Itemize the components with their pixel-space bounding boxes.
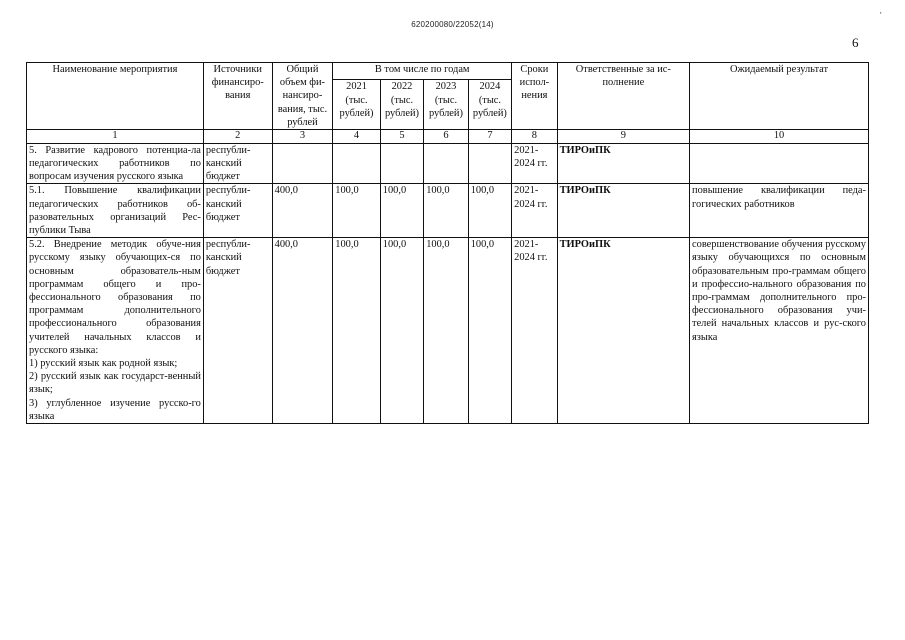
- table-row: [27, 184, 869, 238]
- amount-2023: 100,0: [424, 238, 468, 424]
- amount-2024: 100,0: [468, 184, 511, 238]
- total-amount: 400,0: [272, 238, 333, 424]
- amount-2023: [424, 143, 468, 184]
- document-stamp: 620200080/22052(14): [411, 20, 494, 29]
- col-number: 10: [690, 130, 869, 144]
- amount-2022: [380, 143, 423, 184]
- activity-subitem: 1) русский язык как родной язык;: [29, 357, 178, 369]
- expected-result: [690, 143, 869, 184]
- execution-terms: 2021-2024 гг.: [512, 143, 557, 184]
- total-amount: [272, 143, 333, 184]
- col-number: 9: [557, 130, 689, 144]
- responsible-party: ТИРОиПК: [557, 238, 689, 424]
- responsible-party: ТИРОиПК: [557, 184, 689, 238]
- table-row: [27, 143, 869, 184]
- col-number: 4: [333, 130, 381, 144]
- funding-source: республи-канский бюджет: [203, 184, 272, 238]
- total-amount: 400,0: [272, 184, 333, 238]
- header-result: Ожидаемый результат: [690, 63, 869, 130]
- funding-source: республи-канский бюджет: [203, 143, 272, 184]
- header-year-2023: 2023 (тыс. рублей): [424, 80, 468, 130]
- amount-2021: [333, 143, 381, 184]
- header-row-top: [27, 63, 869, 80]
- header-year-2021: 2021 (тыс. рублей): [333, 80, 381, 130]
- col-number: 1: [27, 130, 204, 144]
- execution-terms: 2021-2024 гг.: [512, 238, 557, 424]
- table-row: [27, 238, 869, 424]
- amount-2021: 100,0: [333, 238, 381, 424]
- page-number: 6: [852, 35, 859, 50]
- responsible-party: ТИРОиПК: [557, 143, 689, 184]
- header-total: Общий объем фи-нансиро-вания, тыс. рублей: [272, 63, 333, 130]
- amount-2022: 100,0: [380, 238, 423, 424]
- expected-result: повышение квалификации педа-гогических работников: [690, 184, 869, 238]
- header-responsible: Ответственные за ис-полнение: [557, 63, 689, 130]
- funding-source: республи-канский бюджет: [203, 238, 272, 424]
- header-terms: Сроки испол-нения: [512, 63, 557, 130]
- col-number: 2: [203, 130, 272, 144]
- header-year-2022: 2022 (тыс. рублей): [380, 80, 423, 130]
- amount-2021: 100,0: [333, 184, 381, 238]
- column-number-row: [27, 130, 869, 144]
- col-number: 5: [380, 130, 423, 144]
- header-year-2024: 2024 (тыс. рублей): [468, 80, 511, 130]
- activity-name: 5. Развитие кадрового потенциа-ла педагогических работников по вопросам изучения русского языка: [27, 143, 204, 184]
- amount-2023: 100,0: [424, 184, 468, 238]
- amount-2024: [468, 143, 511, 184]
- col-number: 6: [424, 130, 468, 144]
- amount-2024: 100,0: [468, 238, 511, 424]
- header-sources: Источники финансиро-вания: [203, 63, 272, 130]
- activity-subitem: 2) русский язык как государст-венный язык;: [29, 371, 201, 396]
- header-name: Наименование мероприятия: [27, 63, 204, 130]
- header-by-years: В том числе по годам: [333, 63, 512, 80]
- activity-name: 5.1. Повышение квалификации педагогических работников об-разовательных организаций Рес-публики Тыва: [27, 184, 204, 238]
- col-number: 3: [272, 130, 333, 144]
- col-number: 8: [512, 130, 557, 144]
- activity-name-text: 5.2. Внедрение методик обуче-ния русскому языку обучающих-ся по основным образователь-ным программам общего и про-фессионального образования по программам дополнительного профессионального образования учителей начальных классов и русского языка:: [29, 239, 201, 356]
- corner-mark: ': [880, 11, 882, 20]
- expected-result: совершенствование обучения русскому языку обучающихся по основным образовательным про-граммам общего и профессио-нального образования по про-граммам дополнительного про-фессионального образования учи-телей начальных классов и рус-ского языка: [690, 238, 869, 424]
- col-number: 7: [468, 130, 511, 144]
- execution-terms: 2021-2024 гг.: [512, 184, 557, 238]
- activity-name: [27, 238, 204, 424]
- amount-2022: 100,0: [380, 184, 423, 238]
- activity-subitem: 3) углубленное изучение русско-го языка: [29, 397, 201, 422]
- program-table: [26, 62, 869, 424]
